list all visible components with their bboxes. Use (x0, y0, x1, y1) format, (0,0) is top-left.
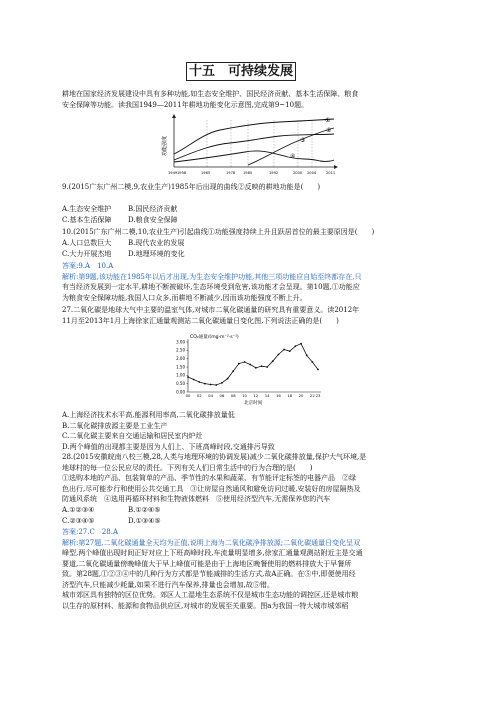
y-tick-label: 3.00 (176, 339, 185, 345)
x-tick-label: 23 (315, 393, 321, 398)
q28-item-2: 色出行,尽可能步行和使用公共交通工具 ③让房屋自然通风和避免访问过暖,安装好的房屋隔热及 (62, 484, 361, 493)
co2-flux-chart (168, 330, 328, 405)
y-tick-label: 0.00 (176, 389, 185, 395)
passage-line-1: 城市郊区具有独特的区位优势。郊区人工湿地生态系统不仅是城市生态功能的调控区,还是城市粮 (62, 591, 359, 599)
explanation-1-line-3: 为粮食安全保障功能,我国人口众多,而耕地不断减少,因而该功能强度不断上升。 (62, 293, 307, 302)
explanation-2-line-4: 致。第28题,①②③④中的几种行为方式都是节能减排的生活方式,故A正确。在⑤中,即便使用经 (62, 570, 356, 578)
data-point (193, 379, 195, 381)
x-tick-label: 10 (242, 393, 247, 398)
q10-option-c: C.大力开展杰地 (62, 249, 112, 258)
intro-line-2: 安全保障等功能。读我国1949—2011年耕地功能变化示意图,完成第9~10题。 (62, 100, 309, 109)
data-point (249, 364, 251, 366)
x-tick-label: 02 (196, 393, 202, 398)
x-tick-label: 12 (253, 393, 259, 398)
x-tick-label: 08 (230, 393, 236, 398)
data-point (210, 384, 212, 386)
x-tick: 1965 (201, 171, 211, 175)
q27-option-c: C.二氧化碳主要来自交通运输和居民室内炉灶 (62, 432, 203, 440)
explanation-1-line-2: 有当经济发展到一定水平,耕地不断被破坏,生态环境受到危害,该功能才会呈现。第10题,①功能应 (62, 283, 360, 291)
data-point (317, 369, 319, 371)
q9-stem: 9.(2015广东广州二模,9,农业生产)1985年后出现的曲线②反映的耕地功能是( ) (62, 183, 321, 191)
q28-stem-2: 地球村的每一位公民应尽的责任。下列有关人们日常生活中的行为合理的是( ) (62, 463, 313, 472)
q28-option-d: D.①③④⑤ (128, 516, 161, 525)
y-tick-label: 0.50 (176, 381, 185, 387)
data-point (244, 361, 246, 363)
data-point (311, 361, 313, 363)
x-tick-label: 18 (287, 393, 293, 398)
q28-option-a: A.①②③④ (62, 506, 95, 514)
x-tick-label: 22 (309, 393, 315, 398)
section-title: 十五 可持续发展 (186, 62, 296, 81)
q27-option-b: B.二氧化碳排放源主要是工业生产 (62, 421, 168, 430)
q9-option-b: B.国民经济贡献 (128, 205, 178, 213)
explanation-2-line-2: 峰型,两个峰值出现时间正好对应上下班高峰时段,车流量明显增多,徐家汇通量观测站附近主是交通 (62, 549, 363, 557)
curve-4 (174, 151, 334, 162)
data-point (198, 381, 200, 383)
x-tick: 1985 (243, 171, 253, 175)
q28-item-1: ①选购本地的产品、包装简单的产品、季节性的水果和蔬菜、有节能评定标签的电器产品 ②绿 (62, 474, 356, 482)
q28-stem-1: 28.(2015安徽皖南八校三模,28,人类与地理环境的协调发展)减少二氧化碳排放量,保护大气环境,是 (62, 453, 367, 461)
data-point (261, 365, 263, 367)
curve-3 (174, 134, 334, 160)
q10-option-d: D.地理环境的变化 (128, 249, 185, 258)
data-point (204, 383, 206, 385)
curve-label-4: ④ (290, 153, 296, 160)
answer-9-10: 答案:9.A 10.A (62, 262, 114, 270)
q28-option-c: C.②③④⑤ (62, 516, 95, 525)
x-tick-label: 00 (185, 393, 191, 398)
data-point (289, 350, 291, 352)
x-tick: 2004 (307, 171, 317, 175)
data-point (187, 376, 189, 378)
q10-stem: 10.(2015广东广州二模,10,农业生产)引起曲线①功能强度持续上升且跃居首位的最主要原因是( ) (62, 228, 375, 236)
x-tick: 1992 (269, 171, 279, 175)
chart2-xlabel: 北京时间 (244, 401, 263, 405)
x-tick-label: 16 (276, 393, 281, 398)
data-point (294, 345, 296, 347)
data-point (227, 378, 229, 380)
y-tick-label: 1.00 (176, 372, 185, 378)
x-tick: 1958 (177, 171, 187, 175)
data-point (232, 370, 234, 372)
q9-option-a: A.生态安全维护 (62, 205, 112, 213)
explanation-1-line-1-text: 解析:第9题,该功能在1985年以后才出现,为生态安全维护功能,其他三项功能应自始至终都存在,只 (62, 272, 362, 281)
data-point (215, 384, 217, 386)
curve-label-2: ② (326, 127, 332, 134)
x-tick: 1949 (168, 171, 178, 175)
q9-option-d: D.粮食安全保障 (128, 215, 178, 224)
explanation-2-line-1 (62, 538, 437, 548)
data-point (266, 366, 268, 368)
data-point (300, 343, 302, 345)
q28-option-b: B.①②④⑤ (128, 506, 161, 514)
chart2-ylabel: CO₂通量/(mg·m⁻²·s⁻¹) (190, 335, 239, 340)
answer-27-28: 答案:27.C 28.A (62, 528, 119, 536)
q27-option-a: A.上海经济技术水平高,能源利用率高,二氧化碳排放量低 (62, 411, 235, 419)
co2-flux-line (188, 344, 318, 385)
intro-line-1: 耕地在国家经济发展建设中具有多种功能,如生态安全维护、国民经济贡献、基本生活保障、粮食 (62, 90, 359, 98)
data-point (221, 382, 223, 384)
chart1-ylabel: 功能强度 (162, 135, 168, 156)
q27-option-d: D.两个峰值的出现都主要是因为人们上、下班高峰时段,交通排污导致 (62, 442, 275, 451)
q10-option-a: A.人口总数巨大 (62, 239, 112, 247)
x-tick: 2000 (293, 171, 303, 175)
x-tick-label: 06 (219, 393, 225, 398)
data-point (283, 349, 285, 351)
y-tick-label: 1.50 (176, 364, 185, 370)
explanation-1-line-1 (62, 272, 437, 282)
data-point (306, 354, 308, 356)
q9-option-c: C.基本生活保障 (62, 215, 112, 224)
data-point (278, 354, 280, 356)
x-tick-label: 14 (264, 393, 270, 398)
x-tick-label: 04 (208, 393, 214, 398)
x-tick: 1978 (226, 171, 236, 175)
data-point (272, 360, 274, 362)
y-tick-label: 2.00 (176, 356, 185, 362)
x-tick: 2011 (326, 171, 336, 175)
chart1-x-ticks (168, 171, 335, 175)
passage-line-2: 以生存的原材料、能源和食物品供应区,对城市的发展至关重要。图a为我国一特大城市城郊稻 (62, 601, 349, 610)
q27-intro-1: 27.二氧化碳是地球大气中主要的温室气体,对城市二氧化碳通量的研究具有重要意义。读2012年 (62, 306, 360, 314)
q27-intro-2: 11月至2013年1月上海徐家汇通量观测站二氧化碳通量日变化图,下列说法正确的是( ) (62, 316, 339, 325)
q28-item-3: 防通风系统 ④选用再循环材料和生物液体燃料 ⑤使用经济型汽车,无需保养您的汽车 (62, 495, 331, 503)
curve-label-1: ① (325, 117, 331, 124)
explanation-2-line-3: 要道,二氧化碳通量傍晚峰值大于早上峰值可能是由于上海地区晚餐使用的燃料排放大于早餐所 (62, 559, 352, 568)
explanation-2-line-5: 济型汽车,只能减少耗量,如果不进行汽车保养,排量也会增加,故⑤错。 (62, 580, 274, 589)
x-tick-label: 20 (298, 393, 304, 398)
curve-label-3: ③ (300, 137, 306, 144)
data-point (255, 367, 257, 369)
explanation-2-line-1-text: 解析:第27题,二氧化碳通量全天均为正值,说明上海为二氧化碳净排放源;二氧化碳通量日变化呈双 (62, 538, 361, 547)
q10-option-b: B.现代农业的发展 (128, 239, 185, 247)
y-tick-label: 2.50 (176, 347, 185, 353)
data-point (238, 363, 240, 365)
farmland-function-chart (150, 112, 340, 176)
